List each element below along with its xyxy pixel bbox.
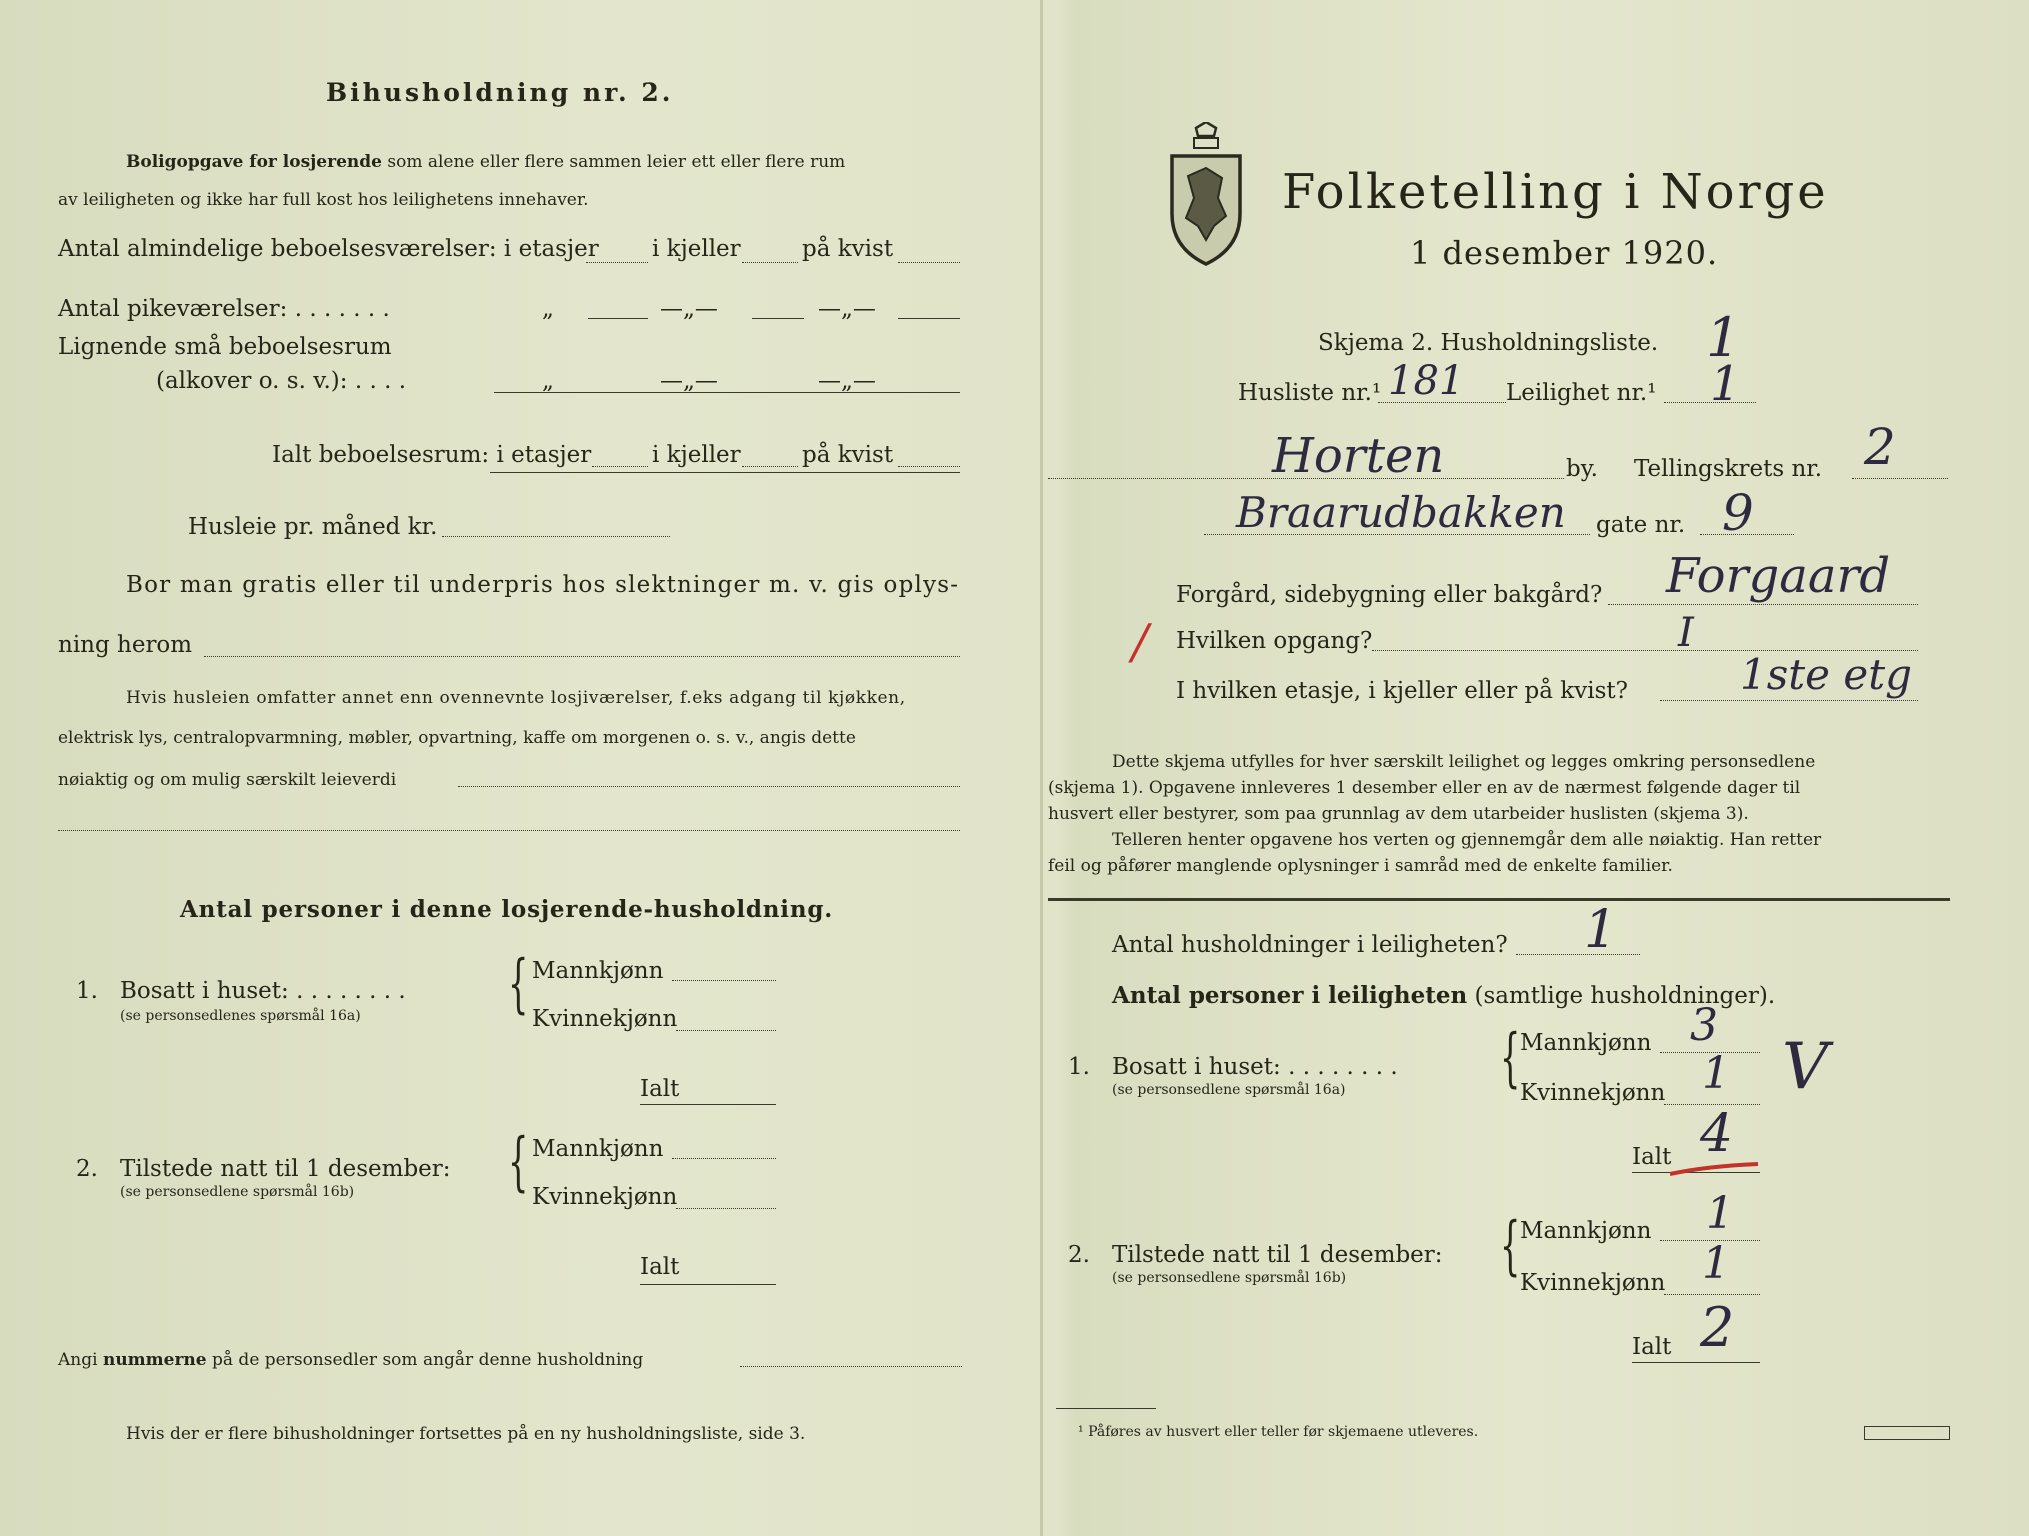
right-q1-ialt-value[interactable]: 4: [1700, 1104, 1734, 1164]
krets-label: Tellingskrets nr.: [1634, 456, 1823, 482]
right-q1-label: Bosatt i huset: . . . . . . . .: [1112, 1054, 1398, 1080]
opgang-value[interactable]: I: [1678, 610, 1694, 656]
left-q2-kvinne-line[interactable]: [676, 1208, 776, 1209]
persons-title-bold: Antal personer i leiligheten: [1112, 982, 1468, 1009]
opgang-label: Hvilken opgang?: [1176, 628, 1373, 654]
rooms-kjeller-line[interactable]: [742, 262, 798, 263]
small-rooms-label-1: Lignende små beboelsesrum: [58, 334, 392, 360]
left-q2-mann-line[interactable]: [672, 1158, 776, 1159]
left-q1-label: Bosatt i huset: . . . . . . . .: [120, 978, 406, 1004]
right-q2-mann-value[interactable]: 1: [1706, 1188, 1734, 1239]
right-q1-mann-value[interactable]: 3: [1690, 1000, 1718, 1051]
pike-line-3[interactable]: [898, 318, 960, 319]
left-q2-brace: {: [508, 1125, 529, 1199]
left-q1-brace: {: [508, 947, 529, 1021]
persons-title-left: Antal personer i denne losjerende-husholdning.: [180, 896, 834, 923]
leilighet-value[interactable]: 1: [1710, 356, 1741, 412]
ialt-kjeller-label: i kjeller: [652, 442, 741, 468]
hush-label: Antal husholdninger i leiligheten?: [1112, 932, 1508, 958]
pike-dash-1: —„—: [660, 296, 718, 322]
gate-label: gate nr.: [1596, 512, 1686, 538]
right-q2-ialt-line: [1632, 1362, 1760, 1363]
right-q2-kvinne-value[interactable]: 1: [1702, 1238, 1730, 1289]
opgang-red-mark[interactable]: /: [1132, 614, 1149, 670]
rooms-kvist-line[interactable]: [898, 262, 960, 263]
small-rooms-dash-1: —„—: [660, 368, 718, 394]
street-value[interactable]: Braarudbakken: [1236, 488, 1566, 537]
gate-value[interactable]: 9: [1722, 484, 1754, 542]
husliste-line: [1378, 402, 1506, 403]
printer-stamp: [1864, 1426, 1950, 1440]
pike-line-1[interactable]: [588, 318, 648, 319]
note-line-3: nøiaktig og om mulig særskilt leieverdi: [58, 770, 397, 790]
gratis-line-2: ning herom: [58, 632, 193, 658]
form-title: Folketelling i Norge: [1282, 164, 1829, 220]
left-q2-label: Tilstede natt til 1 desember:: [120, 1156, 451, 1182]
persons-title-right: [1112, 982, 1775, 1009]
rooms-kjeller-label: i kjeller: [652, 236, 741, 262]
left-q1-num: 1.: [76, 978, 98, 1004]
right-q1-brace: {: [1500, 1021, 1521, 1095]
etasje-line: [1660, 700, 1918, 701]
left-q2-num: 2.: [76, 1156, 98, 1182]
left-q1-mann-label: Mannkjønn: [532, 958, 664, 984]
small-rooms-label-2: (alkover o. s. v.): . . . .: [156, 368, 407, 394]
small-rooms-line-0[interactable]: [494, 392, 960, 393]
gate-line: [1700, 534, 1794, 535]
note-line[interactable]: [458, 786, 960, 787]
ialt-rooms-underline: [490, 472, 960, 473]
intro-line-1: [126, 152, 845, 172]
pike-line-2[interactable]: [752, 318, 804, 319]
note-line-1: Hvis husleien omfatter annet enn ovennevnte losjiværelser, f.eks adgang til kjøkken,: [126, 688, 906, 708]
left-q2-mann-label: Mannkjønn: [532, 1136, 664, 1162]
info-line-1: Dette skjema utfylles for hver særskilt leilighet og legges omkring personsedlene: [1112, 752, 1816, 772]
right-q1-mann-label: Mannkjønn: [1520, 1030, 1652, 1056]
right-q2-mann-label: Mannkjønn: [1520, 1218, 1652, 1244]
right-q2-label: Tilstede natt til 1 desember:: [1112, 1242, 1443, 1268]
info-line-2: (skjema 1). Opgavene innleveres 1 desember eller en av de nærmest følgende dager til: [1048, 778, 1801, 798]
right-q2-num: 2.: [1068, 1242, 1090, 1268]
etasje-label: I hvilken etasje, i kjeller eller på kvist?: [1176, 678, 1628, 704]
city-value[interactable]: Horten: [1272, 428, 1445, 484]
skjema-label: Skjema 2. Husholdningsliste.: [1318, 330, 1659, 356]
leilighet-line: [1664, 402, 1756, 403]
right-q1-num: 1.: [1068, 1054, 1090, 1080]
footnote: ¹ Påføres av husvert eller teller før skjemaene utleveres.: [1078, 1424, 1479, 1440]
ialt-kjeller-line[interactable]: [742, 466, 798, 467]
krets-line: [1852, 478, 1948, 479]
left-q2-ialt-line[interactable]: [640, 1284, 776, 1285]
rent-line[interactable]: [442, 536, 670, 537]
coat-of-arms-icon: [1166, 122, 1246, 270]
gratis-line-1: Bor man gratis eller til underpris hos slektninger m. v. gis oplys-: [126, 572, 960, 598]
gratis-line[interactable]: [204, 656, 960, 657]
rent-label: Husleie pr. måned kr.: [188, 514, 438, 540]
husliste-label: Husliste nr.¹: [1238, 380, 1382, 406]
right-q2-sub: (se personsedlene spørsmål 16b): [1112, 1270, 1347, 1286]
husliste-value[interactable]: 181: [1388, 358, 1465, 404]
ialt-kvist-line[interactable]: [898, 466, 960, 467]
page-fold: [1040, 0, 1043, 1536]
info-line-3: husvert eller bestyrer, som paa grunnlag av dem utarbeider huslisten (skjema 3).: [1048, 804, 1749, 824]
left-q1-kvinne-label: Kvinnekjønn: [532, 1006, 678, 1032]
hush-value[interactable]: 1: [1584, 900, 1618, 960]
angi-pre: Angi: [58, 1350, 98, 1370]
rooms-label: Antal almindelige beboelsesværelser: i etasjer: [58, 236, 599, 262]
hush-line: [1516, 954, 1640, 955]
by-label: by.: [1566, 456, 1598, 482]
krets-value[interactable]: 2: [1864, 418, 1896, 476]
forgard-label: Forgård, sidebygning eller bakgård?: [1176, 582, 1603, 608]
city-line: [1048, 478, 1564, 479]
pike-label: Antal pikeværelser: . . . . . . .: [58, 296, 390, 322]
persons-title-rest: (samtlige husholdninger).: [1474, 983, 1776, 1009]
right-q1-kvinne-label: Kvinnekjønn: [1520, 1080, 1666, 1106]
left-q1-mann-line[interactable]: [672, 980, 776, 981]
right-q2-kvinne-label: Kvinnekjønn: [1520, 1270, 1666, 1296]
rooms-etasjer-line[interactable]: [586, 262, 648, 263]
left-q2-ialt-label: Ialt: [640, 1254, 680, 1280]
ialt-etasjer-line[interactable]: [592, 466, 648, 467]
right-q1-sub: (se personsedlene spørsmål 16a): [1112, 1082, 1346, 1098]
skjema-hand-number[interactable]: 1: [1706, 306, 1741, 369]
angi-bold: nummerne: [102, 1350, 207, 1370]
info-divider: [1048, 898, 1950, 901]
left-footer: Hvis der er flere bihusholdninger fortsettes på en ny husholdningsliste, side 3.: [126, 1424, 806, 1444]
ialt-kvist-label: på kvist: [802, 442, 894, 468]
left-title: Bihusholdning nr. 2.: [326, 78, 674, 107]
small-rooms-dash-2: —„—: [818, 368, 876, 394]
pike-dash-2: —„—: [818, 296, 876, 322]
intro-bold: Boligopgave for losjerende: [126, 152, 382, 172]
angi-line: [58, 1350, 643, 1370]
forgard-line: [1608, 604, 1918, 605]
left-q1-kvinne-line[interactable]: [676, 1030, 776, 1031]
ialt-rooms-label: Ialt beboelsesrum: i etasjer: [272, 442, 592, 468]
check-mark[interactable]: V: [1782, 1030, 1829, 1104]
left-q2-kvinne-label: Kvinnekjønn: [532, 1184, 678, 1210]
street-line: [1204, 534, 1590, 535]
info-line-5: feil og påfører manglende oplysninger i samråd med de enkelte familier.: [1048, 856, 1673, 876]
info-line-4: Telleren henter opgavene hos verten og gjennemgår dem alle nøiaktig. Han retter: [1112, 830, 1822, 850]
left-q1-ialt-label: Ialt: [640, 1076, 680, 1102]
note-line-extra[interactable]: [58, 830, 960, 831]
right-q2-brace: {: [1500, 1209, 1521, 1283]
leilighet-label: Leilighet nr.¹: [1506, 380, 1657, 406]
left-q1-ialt-line[interactable]: [640, 1104, 776, 1105]
red-underline-mark: [1668, 1160, 1760, 1180]
right-q1-ialt-label: Ialt: [1632, 1144, 1672, 1170]
note-line-2: elektrisk lys, centralopvarmning, møbler, opvartning, kaffe om morgenen o. s. v., angis dette: [58, 728, 856, 748]
footnote-rule: [1056, 1408, 1156, 1409]
angi-rest: på de personsedler som angår denne husholdning: [212, 1350, 644, 1370]
right-q2-ialt-label: Ialt: [1632, 1334, 1672, 1360]
pike-ditto: „: [542, 296, 554, 322]
right-q2-kvinne-line: [1664, 1294, 1760, 1295]
small-rooms-ditto: „: [542, 368, 554, 394]
right-q1-kvinne-value[interactable]: 1: [1702, 1048, 1730, 1099]
intro-line-2: av leiligheten og ikke har full kost hos leilighetens innehaver.: [58, 190, 589, 210]
left-q1-sub: (se personsedlenes spørsmål 16a): [120, 1008, 361, 1024]
left-q2-sub: (se personsedlene spørsmål 16b): [120, 1184, 355, 1200]
intro-rest: som alene eller flere sammen leier ett eller flere rum: [387, 152, 846, 172]
form-date: 1 desember 1920.: [1410, 234, 1719, 272]
right-q2-ialt-value[interactable]: 2: [1700, 1296, 1735, 1359]
etasje-value[interactable]: 1ste etg: [1740, 650, 1912, 699]
rooms-kvist-label: på kvist: [802, 236, 894, 262]
angi-line-fill[interactable]: [740, 1366, 962, 1367]
forgard-value[interactable]: Forgaard: [1666, 548, 1891, 604]
